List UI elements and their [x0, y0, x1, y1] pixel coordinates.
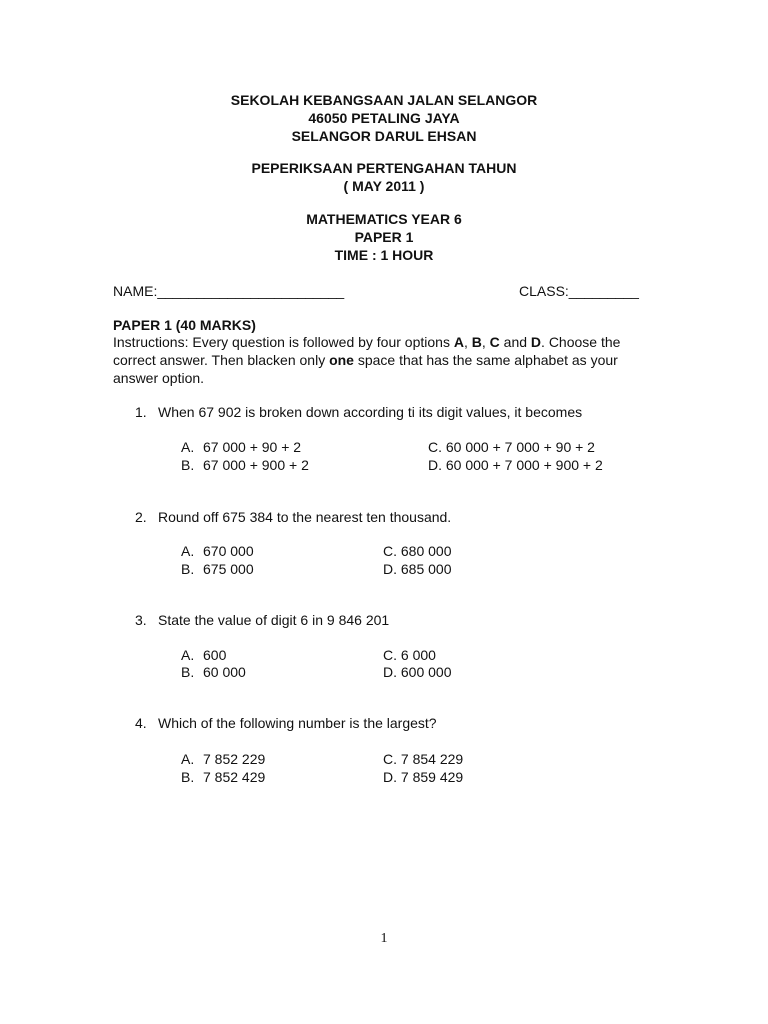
class-field[interactable]: CLASS:_________	[519, 283, 639, 299]
time-label: TIME : 1 HOUR	[334, 247, 434, 263]
option-letter-b: B	[471, 334, 482, 350]
option-text: 7 852 229	[203, 751, 266, 767]
q4-option-d[interactable]: D. 7 859 429	[383, 769, 464, 785]
exam-name: PEPERIKSAAN PERTENGAHAN TAHUN	[251, 160, 517, 176]
school-address: 46050 PETALING JAYA	[308, 110, 460, 126]
emphasis-one: one	[329, 352, 354, 368]
option-text: 60 000	[203, 664, 246, 680]
q2-option-c[interactable]: C. 680 000	[383, 543, 452, 559]
paper-label: PAPER 1	[354, 229, 414, 245]
question-text: State the value of digit 6 in 9 846 201	[158, 612, 390, 628]
question-number: 2.	[135, 509, 147, 525]
question-number: 1.	[135, 404, 147, 420]
school-name: SEKOLAH KEBANGSAAN JALAN SELANGOR	[230, 92, 538, 108]
option-letter-c: C	[489, 334, 500, 350]
instructions-and: and	[499, 334, 531, 350]
subject-title: MATHEMATICS YEAR 6	[306, 211, 462, 227]
q4-option-c[interactable]: C. 7 854 229	[383, 751, 464, 767]
question-text: When 67 902 is broken down according ti its digit values, it becomes	[158, 404, 583, 420]
q3-option-c[interactable]: C. 6 000	[383, 647, 436, 663]
option-letter-d: D	[530, 334, 542, 350]
q2-option-d[interactable]: D. 685 000	[383, 561, 452, 577]
question-text: Which of the following number is the largest?	[158, 715, 437, 731]
question-text: Round off 675 384 to the nearest ten thousand.	[158, 509, 452, 525]
school-state: SELANGOR DARUL EHSAN	[291, 128, 477, 144]
name-field[interactable]: NAME:________________________	[113, 283, 345, 299]
option-text: 670 000	[203, 543, 254, 559]
option-letter-a: A	[453, 334, 464, 350]
page-number: 1	[380, 931, 388, 946]
q2-option-a[interactable]	[181, 542, 254, 560]
option-text: 67 000 + 900 + 2	[203, 457, 309, 473]
q1-option-d[interactable]: D. 60 000 + 7 000 + 900 + 2	[428, 457, 603, 473]
question-number: 3.	[135, 612, 147, 628]
q3-option-d[interactable]: D. 600 000	[383, 664, 452, 680]
option-letter: B.	[181, 457, 195, 473]
section-title: PAPER 1 (40 MARKS)	[113, 317, 256, 333]
q3-option-a[interactable]	[181, 646, 226, 664]
q3-option-b[interactable]	[181, 663, 246, 681]
exam-header	[0, 159, 768, 195]
q1-option-b[interactable]	[181, 456, 309, 474]
option-text: 675 000	[203, 561, 254, 577]
option-letter: A.	[181, 439, 195, 455]
q4-option-a[interactable]	[181, 750, 265, 768]
school-header	[0, 91, 768, 145]
q1-option-c[interactable]: C. 60 000 + 7 000 + 90 + 2	[428, 439, 595, 455]
q1-option-a[interactable]	[181, 438, 301, 456]
option-letter: B.	[181, 769, 195, 785]
instructions-text-3: space that has the same alphabet as your answer option.	[113, 352, 618, 386]
option-text: 7 852 429	[203, 769, 266, 785]
option-letter: B.	[181, 664, 195, 680]
option-letter: A.	[181, 543, 195, 559]
exam-date: ( MAY 2011 )	[343, 178, 425, 194]
option-text: 600	[203, 647, 227, 663]
option-text: 67 000 + 90 + 2	[203, 439, 302, 455]
instructions-sep-2: ,	[481, 334, 490, 350]
q2-option-b[interactable]	[181, 560, 254, 578]
instructions-sep-1: ,	[463, 334, 472, 350]
instructions-text-1: Instructions: Every question is followed by four options	[113, 334, 454, 350]
option-letter: A.	[181, 751, 195, 767]
option-letter: A.	[181, 647, 195, 663]
option-letter: B.	[181, 561, 195, 577]
instructions-text-2: . Choose the correct answer. Then blacken only	[113, 334, 621, 368]
q4-option-b[interactable]	[181, 768, 265, 786]
subject-header	[0, 210, 768, 264]
instructions	[113, 333, 653, 387]
question-number: 4.	[135, 715, 147, 731]
